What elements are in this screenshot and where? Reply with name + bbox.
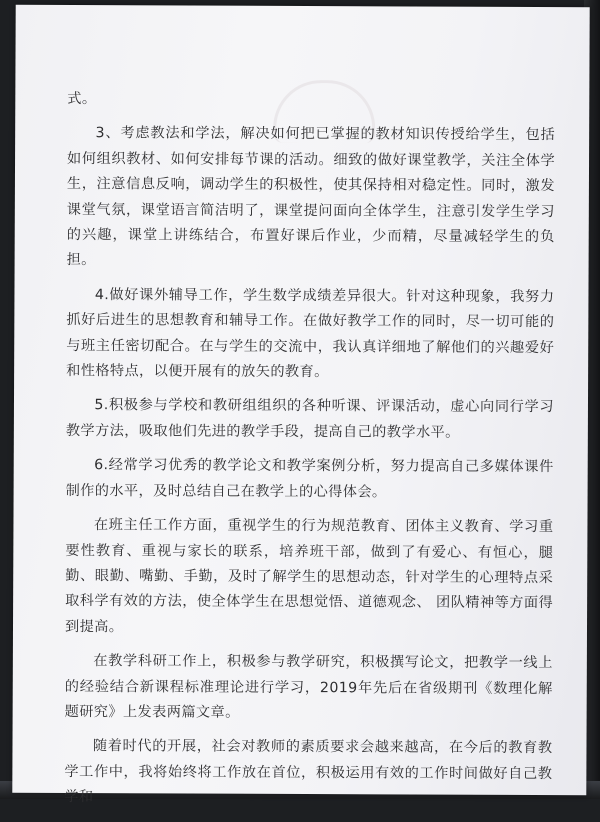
paragraph-item-3: 3、考虑教法和学法，解决如何把已掌握的教材知识传授给学生，包括如何组织教材、如何安排每节课的活动。细致的做好课堂教学，关注全体学生，注意信息反响，调动学生的积极性，使其保持相对稳定性。同时，激发课堂气氛，课堂语言简洁明了，课堂提问面向全体学生，注意引发学生学习的兴趣，课堂上讲练结合，布置好课后作业，少而精，尽量减轻学生的负担。 <box>66 125 556 269</box>
paragraph-continuation: 式。 <box>67 90 97 108</box>
paragraph-research: 在教学科研工作上，积极参与教学研究，积极撰写论文，把教学一线上的经验结合新课程标准理论进行学习，2019年先后在省级期刊《数理化解题研究》上发表两篇文章。 <box>64 653 553 721</box>
paragraph-item-6: 6.经常学习优秀的教学论文和教学案例分析，努力提高自己多媒体课件制作的水平，及时总结自己在教学上的心得体会。 <box>65 457 554 501</box>
paragraph-outlook: 随着时代的开展，社会对教师的素质要求会越来越高，在今后的教育教学工作中，我将始终将工作放在首位，积极运用有效的工作时间做好自己教学和 <box>64 738 553 806</box>
document-body <box>64 87 555 822</box>
document-page <box>12 5 589 806</box>
paragraph-class-teacher: 在班主任工作方面，重视学生的行为规范教育、团体主义教育、学习重要性教育、重视与家长的联系，培养班干部，做到了有爱心、有恒心，腿勤、眼勤、嘴勤、手勤，及时了解学生的思想动态，针对学生的心理特点采取科学有效的方法，使全体学生在思想觉悟、道德观念、 团队精神等方面得到提高。 <box>64 517 554 635</box>
paragraph-item-5: 5.积极参与学校和教研组组织的各种听课、评课活动，虚心向同行学习教学方法，吸取他们先进的教学手段，提高自己的教学水平。 <box>65 397 555 441</box>
paragraph-item-4: 4.做好课外辅导工作，学生数学成绩差异很大。针对这种现象，我努力抓好后进生的思想教育和辅导工作。在做好教学工作的同时，尽一切可能的与班主任密切配合。在与学生的交流中，我认真详细地了解他们的兴趣爱好和性格特点，以便开展有的放矢的教育。 <box>66 286 555 381</box>
